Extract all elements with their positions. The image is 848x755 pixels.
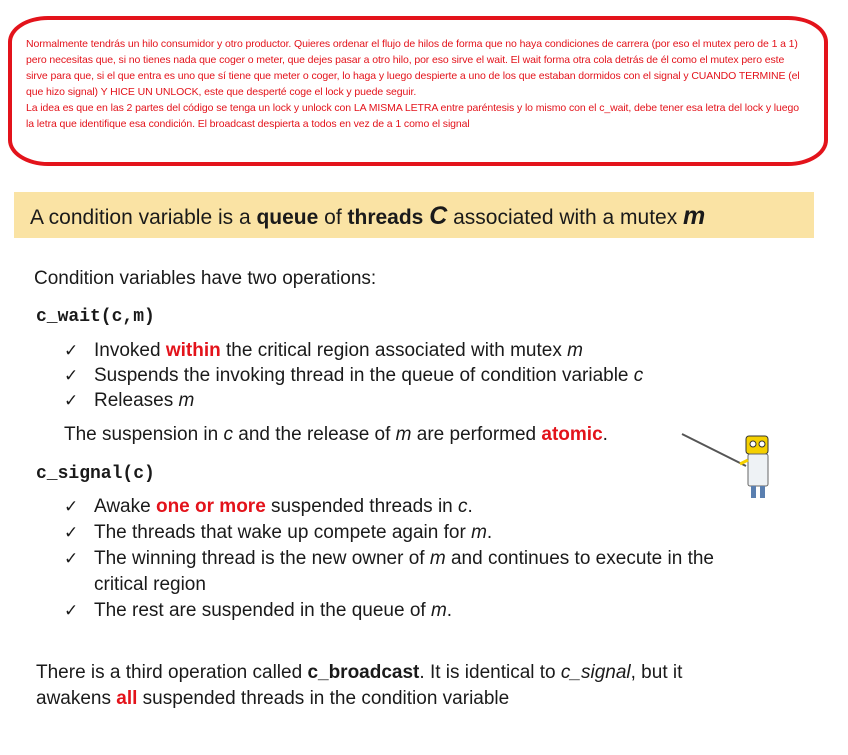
- signal-bullet-3: [64, 548, 714, 570]
- signal-b2-text: The threads that wake up compete again for: [94, 522, 472, 543]
- wait-bullet-2: [64, 365, 643, 387]
- wait-note-text-1: The suspension in: [64, 424, 224, 445]
- signal-b3-text: The winning thread is the new owner of: [94, 548, 430, 569]
- wait-bullet-3: [64, 390, 194, 412]
- wait-b1-var: m: [567, 340, 583, 361]
- broadcast-text-4: awakens: [36, 688, 117, 709]
- signal-bullet-3-line-2: critical region: [94, 574, 206, 595]
- wait-note-end: .: [602, 424, 608, 445]
- wait-b3-text: Releases: [94, 390, 179, 411]
- signal-b4-end: .: [446, 600, 453, 621]
- wait-bullet-1: [64, 340, 583, 362]
- broadcast-signal-ref: c_signal: [560, 662, 631, 683]
- broadcast-text-2: . It is identical to: [419, 662, 561, 683]
- handwritten-note-box: [8, 16, 828, 166]
- check-icon: ✓: [64, 549, 79, 568]
- teacher-pointer-icon: [676, 426, 784, 504]
- c-wait-signature: c_wait(c,m): [36, 307, 155, 327]
- c-signal-signature: c_signal(c): [36, 464, 155, 484]
- wait-b2-text: Suspends the invoking thread in the queue of condition variable: [94, 365, 634, 386]
- banner-queue: queue: [256, 206, 319, 229]
- note-paragraph-2: La idea es que en las 2 partes del código se tenga un lock y unlock con LA MISMA LETRA entre paréntesis y lo mismo con el c_wait, debe tener esa letra del lock y luego la letra que identifique esa condición. El broadcast despierta a todos en vez de a 1 como el signal: [26, 102, 800, 130]
- definition-banner: [14, 192, 814, 238]
- wait-note-var-c: c: [223, 424, 233, 445]
- signal-b1-text-2: suspended threads in: [265, 496, 459, 517]
- signal-b1-end: .: [467, 496, 473, 517]
- wait-b1-text-2: the critical region associated with mutex: [220, 340, 568, 361]
- check-icon: ✓: [64, 366, 79, 385]
- check-icon: ✓: [64, 497, 79, 516]
- broadcast-line-2: [36, 688, 509, 710]
- broadcast-text-1: There is a third operation called: [36, 662, 308, 683]
- signal-b3-var: m: [429, 548, 446, 569]
- broadcast-text-5: suspended threads in the condition variable: [137, 688, 510, 709]
- signal-b2-var: m: [471, 522, 487, 543]
- signal-b1-red: one or more: [155, 496, 266, 517]
- broadcast-line-1: [36, 662, 682, 684]
- wait-b2-var: c: [633, 365, 644, 386]
- signal-b4-var: m: [430, 600, 447, 621]
- wait-atomic-note: [64, 424, 608, 446]
- wait-b1-red: within: [165, 340, 221, 361]
- banner-symbol-c: C: [429, 202, 448, 230]
- signal-b2-end: .: [486, 522, 493, 543]
- banner-symbol-m: m: [683, 202, 706, 230]
- broadcast-all: all: [116, 688, 138, 709]
- check-icon: ✓: [64, 391, 79, 410]
- wait-note-atomic: atomic: [541, 424, 603, 445]
- banner-text-1: A condition variable is a: [30, 206, 257, 229]
- broadcast-keyword: c_broadcast: [307, 662, 420, 683]
- banner-threads: threads: [347, 206, 424, 229]
- wait-note-var-m: m: [395, 424, 412, 445]
- wait-note-text-3: are performed: [411, 424, 542, 445]
- intro-text: Condition variables have two operations:: [34, 268, 377, 289]
- banner-text-3: associated with a mutex: [447, 206, 684, 229]
- broadcast-text-3: , but it: [630, 662, 683, 683]
- signal-b1-var: c: [458, 496, 468, 517]
- check-icon: ✓: [64, 601, 79, 620]
- check-icon: ✓: [64, 523, 79, 542]
- banner-text-2: of: [318, 206, 348, 229]
- wait-b3-var: m: [178, 390, 195, 411]
- signal-bullet-1: [64, 496, 473, 518]
- note-paragraph-1: Normalmente tendrás un hilo consumidor y otro productor. Quieres ordenar el flujo de hilos de forma que no haya condiciones de carrera (por eso el mutex pero de 1 a 1) pero necesitas que, si no tienes nada que coger o meter, que dejes pasar a otro hilo, por eso sirve el wait. El wait forma otra cola detrás de él como el mutex pero este sirve para que, si el que entra es uno que sí tiene que meter o coger, lo haga y luego despierte a uno de los que estaban dormidos con el signal y CUANDO TERMINE (el que hizo signal) Y HICE UN UNLOCK, este que desperté coge el lock y puede seguir.: [26, 38, 800, 98]
- signal-bullet-4: [64, 600, 452, 622]
- signal-bullet-2: [64, 522, 492, 544]
- signal-b1-text: Awake: [94, 496, 156, 517]
- wait-b1-text: Invoked: [94, 340, 166, 361]
- check-icon: ✓: [64, 341, 79, 360]
- signal-b4-text: The rest are suspended in the queue of: [94, 600, 431, 621]
- wait-note-text-2: and the release of: [233, 424, 396, 445]
- signal-b3-text-2: and continues to execute in the: [445, 548, 714, 569]
